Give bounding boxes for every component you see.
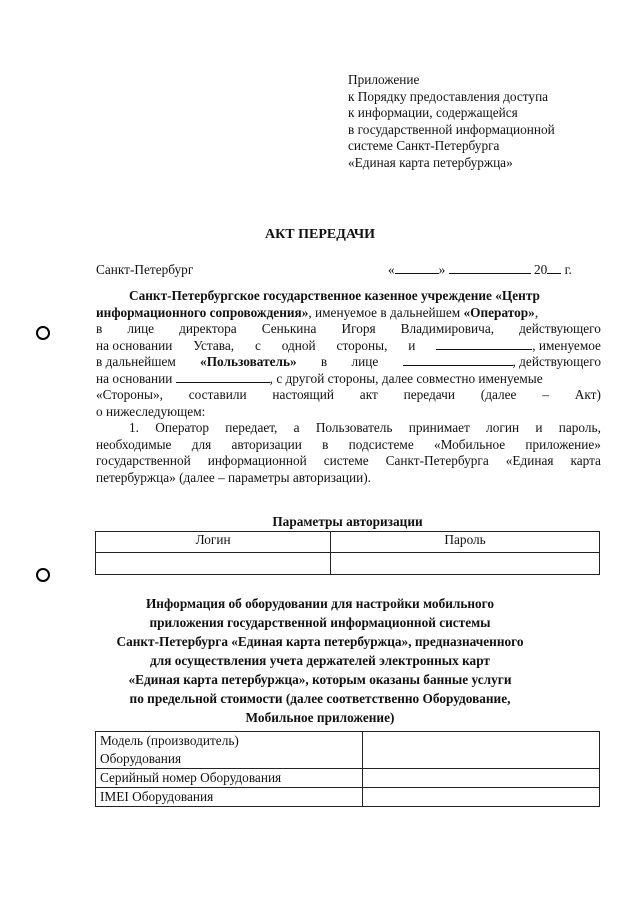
word: лице: [351, 354, 379, 369]
title-line: приложения государственной информационной системы: [149, 615, 491, 630]
word: –: [542, 387, 549, 402]
table-row: [96, 769, 600, 788]
appendix-line: Приложение: [348, 72, 420, 87]
auth-params-table: [95, 531, 600, 575]
word: логин: [486, 420, 520, 435]
imei-value-cell[interactable]: [363, 788, 600, 807]
word: одной: [281, 337, 316, 353]
table-row: [96, 732, 600, 769]
body-line: Санкт-Петербургское государственное казенное учреждение «Центр: [129, 288, 540, 303]
word: и: [408, 337, 416, 353]
clause-1-line: [96, 453, 601, 470]
title-line: для осуществления учета держателей электронных карт: [150, 653, 490, 668]
organization-name: информационного сопровождения»: [96, 304, 309, 320]
word: Игоря: [341, 321, 376, 336]
table-row: [96, 788, 600, 807]
appendix-line: в государственной информационной: [348, 121, 555, 137]
appendix-line: «Единая карта петербуржца»: [348, 154, 513, 170]
word: с: [255, 337, 261, 353]
word: , действующего: [512, 354, 601, 369]
clause-1-line: петербуржца» (далее – параметры авторизации).: [96, 469, 371, 485]
act-body: [96, 288, 601, 486]
equipment-table: [95, 731, 600, 807]
word: Владимировича,: [400, 321, 495, 336]
word: действующего: [519, 321, 601, 336]
password-header: Пароль: [331, 532, 600, 553]
login-cell[interactable]: [96, 553, 331, 575]
body-line: [96, 338, 601, 355]
word: , с другой стороны, далее совместно именуемые: [269, 370, 543, 386]
word: необходимые: [96, 436, 172, 452]
login-header: Логин: [96, 532, 331, 553]
word: «Единая: [505, 453, 554, 468]
serial-label: Серийный номер Оборудования: [96, 769, 363, 788]
operator-term: «Оператор»: [463, 304, 535, 320]
word: государственной: [96, 453, 191, 468]
body-line: [96, 371, 601, 388]
body-line: [96, 354, 601, 371]
word: лице: [127, 321, 155, 336]
equipment-info-title: [0, 594, 640, 727]
label-line: Модель (производитель): [100, 733, 239, 748]
title-line: Информация об оборудовании для настройки мобильного: [145, 596, 495, 611]
imei-label: IMEI Оборудования: [96, 788, 363, 807]
body-text: , именуемое в дальнейшем: [308, 304, 464, 320]
word: 1.: [129, 420, 139, 435]
date-close-quote: »: [438, 262, 446, 277]
punch-hole-top: [36, 326, 50, 340]
word: в: [322, 436, 329, 452]
word: «Стороны»,: [96, 387, 163, 402]
word: в дальнейшем: [96, 354, 176, 369]
word: Санкт-Петербурга: [385, 453, 489, 468]
word: , именуемое: [532, 337, 601, 353]
word: на основании: [96, 370, 173, 386]
year-prefix: 20: [533, 262, 548, 277]
clause-1-line: [96, 437, 601, 454]
appendix-line: к информации, содержащейся: [348, 105, 518, 120]
day-blank[interactable]: [395, 262, 439, 274]
word: (далее: [480, 387, 517, 402]
word: а: [293, 420, 300, 435]
appendix-line: к Порядку предоставления доступа: [348, 88, 549, 104]
word: Пользователь: [315, 420, 393, 435]
word: Оператор: [155, 420, 210, 435]
word: передачи: [403, 387, 455, 402]
word: и: [535, 420, 543, 435]
body-line: [96, 321, 601, 338]
model-label: [96, 732, 363, 769]
title-line: Санкт-Петербурга «Единая карта петербуржца», предназначенного: [116, 634, 524, 649]
title-line: «Единая карта петербуржца», которым оказаны банные услуги: [128, 672, 512, 687]
punch-hole-bottom: [36, 568, 50, 582]
body-line: [96, 387, 601, 404]
word: авторизации: [231, 436, 302, 452]
model-value-cell[interactable]: [363, 732, 600, 769]
word: Устава,: [193, 337, 235, 353]
word: в: [96, 321, 103, 336]
year-suffix: г.: [564, 262, 572, 277]
label-line: Оборудования: [100, 751, 182, 766]
month-blank[interactable]: [449, 262, 531, 274]
date-field: [388, 262, 572, 279]
appendix-note: [348, 72, 608, 171]
word: карта: [570, 453, 601, 468]
document-title: АКТ ПЕРЕДАЧИ: [265, 227, 375, 242]
word: передает,: [225, 420, 278, 435]
body-line: о нижеследующем:: [96, 403, 206, 419]
body-line: [96, 305, 601, 322]
word: директора: [179, 321, 237, 336]
word: пароль,: [558, 420, 601, 435]
place-of-signing: Санкт-Петербург: [96, 262, 194, 277]
auth-params-title: Параметры авторизации: [272, 514, 423, 529]
word: приложение»: [525, 436, 601, 452]
serial-value-cell[interactable]: [363, 769, 600, 788]
title-line: Мобильное приложение): [245, 710, 395, 725]
representative-blank[interactable]: [403, 354, 513, 366]
word: акт: [359, 387, 378, 402]
user-name-blank[interactable]: [436, 338, 532, 350]
word: Акт): [574, 387, 601, 402]
appendix-line: системе Санкт-Петербурга: [348, 138, 500, 153]
word: информационной: [207, 453, 307, 468]
title-line: по предельной стоимости (далее соответственно Оборудование,: [129, 691, 511, 706]
word: Сенькина: [261, 321, 317, 336]
word: «Мобильное: [433, 436, 506, 452]
clause-1-line: [96, 420, 601, 437]
word: стороны,: [336, 337, 388, 353]
word: на основании: [96, 337, 173, 353]
body-text: ,: [534, 304, 539, 320]
user-term: «Пользователь»: [200, 354, 297, 369]
word: настоящий: [272, 387, 334, 402]
word: в: [320, 354, 328, 369]
password-cell[interactable]: [331, 553, 600, 575]
basis-blank[interactable]: [176, 371, 270, 383]
word: подсистеме: [348, 436, 414, 452]
word: составили: [188, 387, 247, 402]
word: принимает: [408, 420, 470, 435]
year-blank[interactable]: [547, 262, 561, 274]
date-open-quote: «: [388, 262, 395, 277]
word: для: [191, 436, 212, 452]
word: системе: [323, 453, 369, 468]
